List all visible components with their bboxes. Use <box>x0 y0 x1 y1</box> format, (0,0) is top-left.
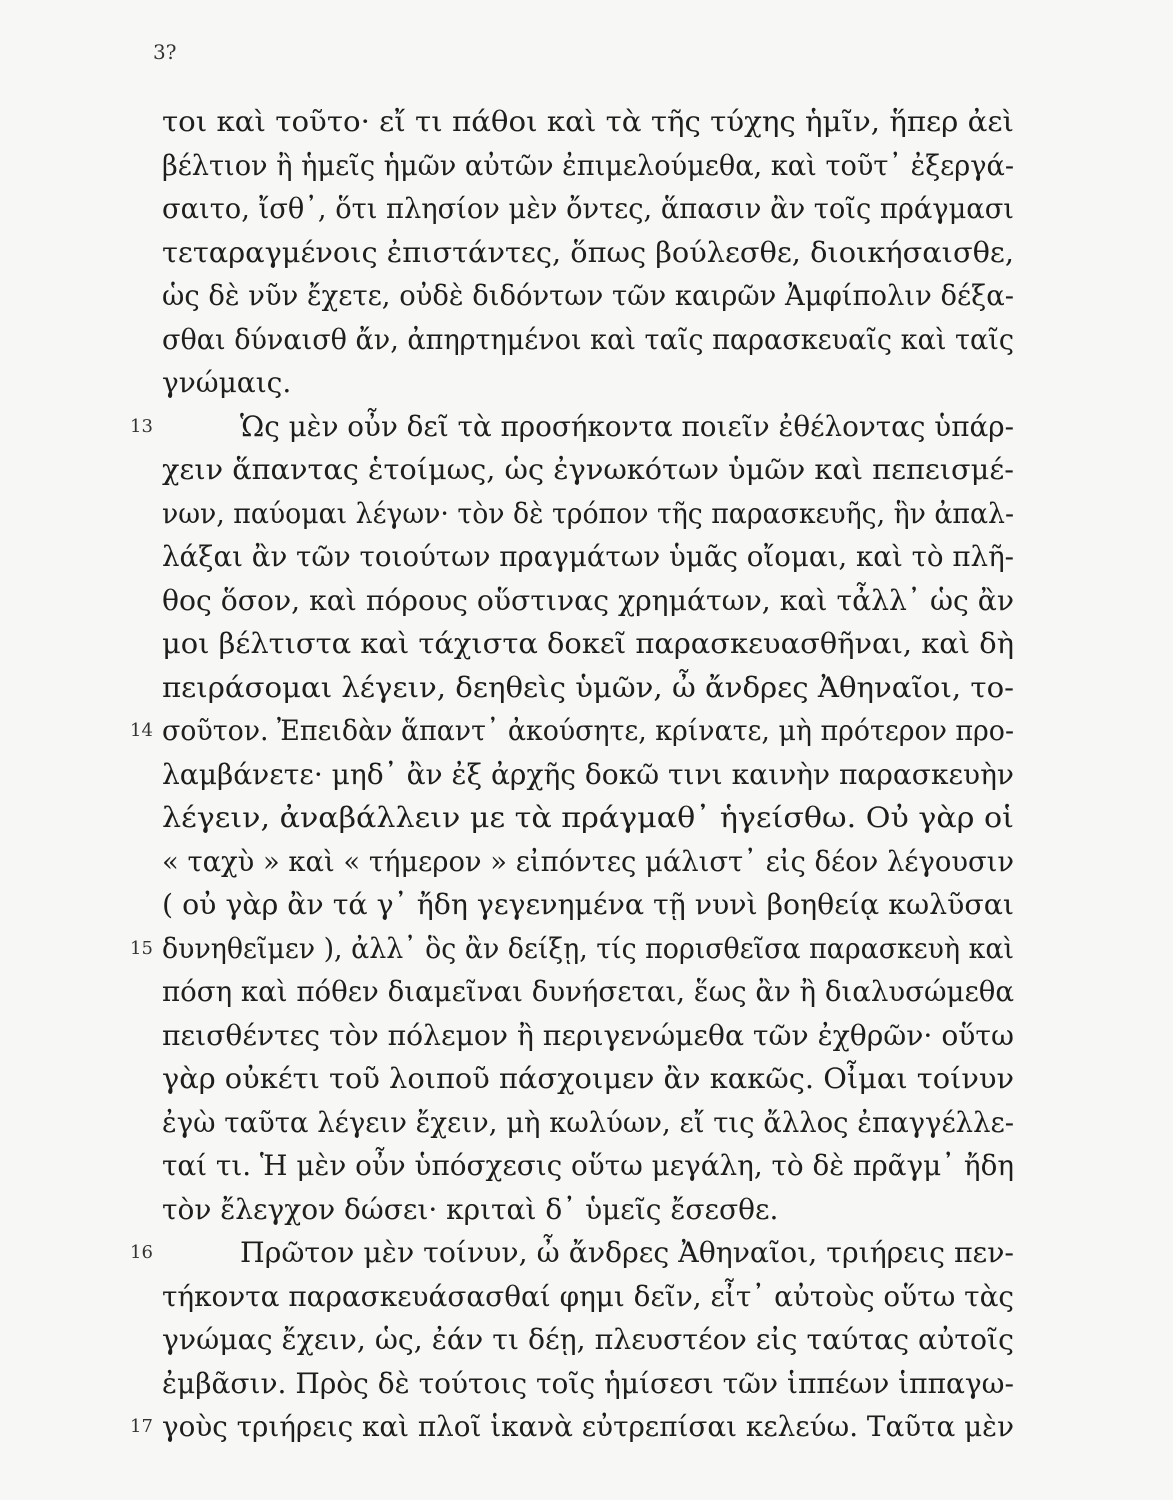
section-number: 13 <box>130 415 153 437</box>
text-line <box>162 1057 1014 1101</box>
line-text: ( οὐ γὰρ ἂν τά γ᾽ ἤδη γεγενημένα τῇ νυνὶ βοηθείᾳ κωλῦσαι <box>162 888 1014 921</box>
line-text: τοι καὶ τοῦτο· εἴ τι πάθοι καὶ τὰ τῆς τύχης ἡμῖν, ἥπερ ἀεὶ <box>162 105 1014 138</box>
line-text: τήκοντα παρασκευάσασθαί φημι δεῖν, εἶτ᾽ αὐτοὺς οὕτω τὰς <box>162 1279 1014 1313</box>
line-text: σοῦτον. Ἐπειδὰν ἅπαντ᾽ ἀκούσητε, κρίνατε, μὴ πρότερον προ- <box>162 714 1014 747</box>
text-line <box>162 1144 1014 1188</box>
text-line <box>162 622 1014 666</box>
text-line <box>162 492 1014 536</box>
text-line <box>162 187 1014 231</box>
line-text: πόση καὶ πόθεν διαμεῖναι δυνήσεται, ἕως ἂν ἢ διαλυσώμεθα <box>162 975 1014 1008</box>
section-number: 14 <box>130 720 153 741</box>
page-number: 3? <box>153 40 177 64</box>
section-number: 17 <box>130 1416 153 1437</box>
text-line <box>162 1362 1014 1406</box>
line-text: σαιτο, ἴσθ᾽, ὅτι πλησίον μὲν ὄντες, ἅπασιν ἂν τοῖς πράγμασι <box>162 192 1014 225</box>
line-text: πεισθέντες τὸν πόλεμον ἢ περιγενώμεθα τῶν ἐχθρῶν· οὕτω <box>162 1018 1014 1052</box>
text-line <box>162 144 1014 188</box>
line-text: χειν ἅπαντας ἑτοίμως, ὡς ἐγνωκότων ὑμῶν καὶ πεπεισμέ- <box>162 453 1015 486</box>
line-text: γὰρ οὐκέτι τοῦ λοιποῦ πάσχοιμεν ἂν κακῶς. Οἶμαι τοίνυν <box>162 1062 1015 1095</box>
text-line <box>162 883 1014 927</box>
line-text: λαμβάνετε· μηδ᾽ ἂν ἐξ ἀρχῆς δοκῶ τινι καινὴν παρασκευὴν <box>162 757 1014 791</box>
line-text: Πρῶτον μὲν τοίνυν, ὦ ἄνδρες Ἀθηναῖοι, τριήρεις πεν- <box>240 1236 1014 1269</box>
text-line <box>162 753 1014 797</box>
line-text: ταί τι. Ἡ μὲν οὖν ὑπόσχεσις οὕτω μεγάλη, τὸ δὲ πρᾶγμ᾽ ἤδη <box>162 1149 1014 1182</box>
section-number: 15 <box>130 937 153 959</box>
line-text: πειράσομαι λέγειν, δεηθεὶς ὑμῶν, ὦ ἄνδρες Ἀθηναῖοι, το- <box>162 670 1014 704</box>
line-text: γνώμας ἔχειν, ὡς, ἐάν τι δέῃ, πλευστέον εἰς ταύτας αὐτοῖς <box>162 1323 1014 1356</box>
text-line <box>162 361 1014 405</box>
text-line <box>162 448 1014 492</box>
line-text: ἐγὼ ταῦτα λέγειν ἔχειν, μὴ κωλύων, εἴ τις ἄλλος ἐπαγγέλλε- <box>162 1105 1014 1139</box>
section-number: 16 <box>130 1242 153 1263</box>
line-text: ἐμβᾶσιν. Πρὸς δὲ τούτοις τοῖς ἡμίσεσι τῶν ἱππέων ἱππαγω- <box>162 1366 1014 1400</box>
line-text: μοι βέλτιστα καὶ τάχιστα δοκεῖ παρασκευασθῆναι, καὶ δὴ <box>162 627 1014 660</box>
line-text: δυνηθεῖμεν ), ἀλλ᾽ ὃς ἂν δείξῃ, τίς πορισθεῖσα παρασκευὴ καὶ <box>162 931 1014 965</box>
line-text: γνώμαις. <box>162 366 292 399</box>
text-line <box>162 1014 1014 1058</box>
text-line <box>162 1318 1014 1362</box>
text-line <box>130 709 1014 753</box>
text-line <box>162 1101 1014 1145</box>
line-text: « ταχὺ » καὶ « τήμερον » εἰπόντες μάλιστ᾽ εἰς δέον λέγουσιν <box>162 844 1014 878</box>
text-line <box>130 405 1014 449</box>
line-text: Ὡς μὲν οὖν δεῖ τὰ προσήκοντα ποιεῖν ἐθέλοντας ὑπάρ- <box>240 409 1014 443</box>
line-text: λέγειν, ἀναβάλλειν με τὰ πράγμαθ᾽ ἡγείσθω. Οὐ γὰρ οἱ <box>162 801 1014 834</box>
text-line <box>162 840 1014 884</box>
line-text: ὡς δὲ νῦν ἔχετε, οὐδὲ διδόντων τῶν καιρῶν Ἀμφίπολιν δέξα- <box>162 279 1014 312</box>
line-text: θος ὅσον, καὶ πόρους οὕστινας χρημάτων, καὶ τἆλλ᾽ ὡς ἂν <box>162 583 1014 617</box>
line-text: γοὺς τριήρεις καὶ πλοῖ ἱκανὰ εὐτρεπίσαι κελεύω. Ταῦτα μὲν <box>162 1410 1014 1443</box>
text-block <box>130 100 1015 1449</box>
text-line <box>130 1405 1014 1449</box>
line-text: λάξαι ἂν τῶν τοιούτων πραγμάτων ὑμᾶς οἴομαι, καὶ τὸ πλῆ- <box>162 540 1014 573</box>
text-line <box>162 666 1014 710</box>
line-text: σθαι δύναισθ ἄν, ἀπηρτημένοι καὶ ταῖς παρασκευαῖς καὶ ταῖς <box>162 322 1014 356</box>
text-line <box>162 796 1014 840</box>
text-line <box>162 318 1014 362</box>
text-line <box>162 579 1014 623</box>
line-text: τεταραγμένοις ἐπιστάντες, ὅπως βούλεσθε, διοικήσαισθε, <box>162 235 1014 269</box>
text-line <box>162 231 1014 275</box>
text-line <box>162 970 1014 1014</box>
text-line <box>130 927 1014 971</box>
text-line <box>162 274 1014 318</box>
line-text: βέλτιον ἢ ἡμεῖς ἡμῶν αὐτῶν ἐπιμελούμεθα, καὶ τοῦτ᾽ ἐξεργά- <box>162 148 1014 182</box>
text-line <box>162 100 1014 144</box>
text-line <box>162 535 1014 579</box>
line-text: νων, παύομαι λέγων· τὸν δὲ τρόπον τῆς παρασκευῆς, ἣν ἀπαλ- <box>162 496 1014 530</box>
text-line <box>162 1275 1014 1319</box>
text-line <box>162 1188 1014 1232</box>
line-text: τὸν ἔλεγχον δώσει· κριταὶ δ᾽ ὑμεῖς ἔσεσθε. <box>162 1192 779 1226</box>
text-line <box>130 1231 1014 1275</box>
